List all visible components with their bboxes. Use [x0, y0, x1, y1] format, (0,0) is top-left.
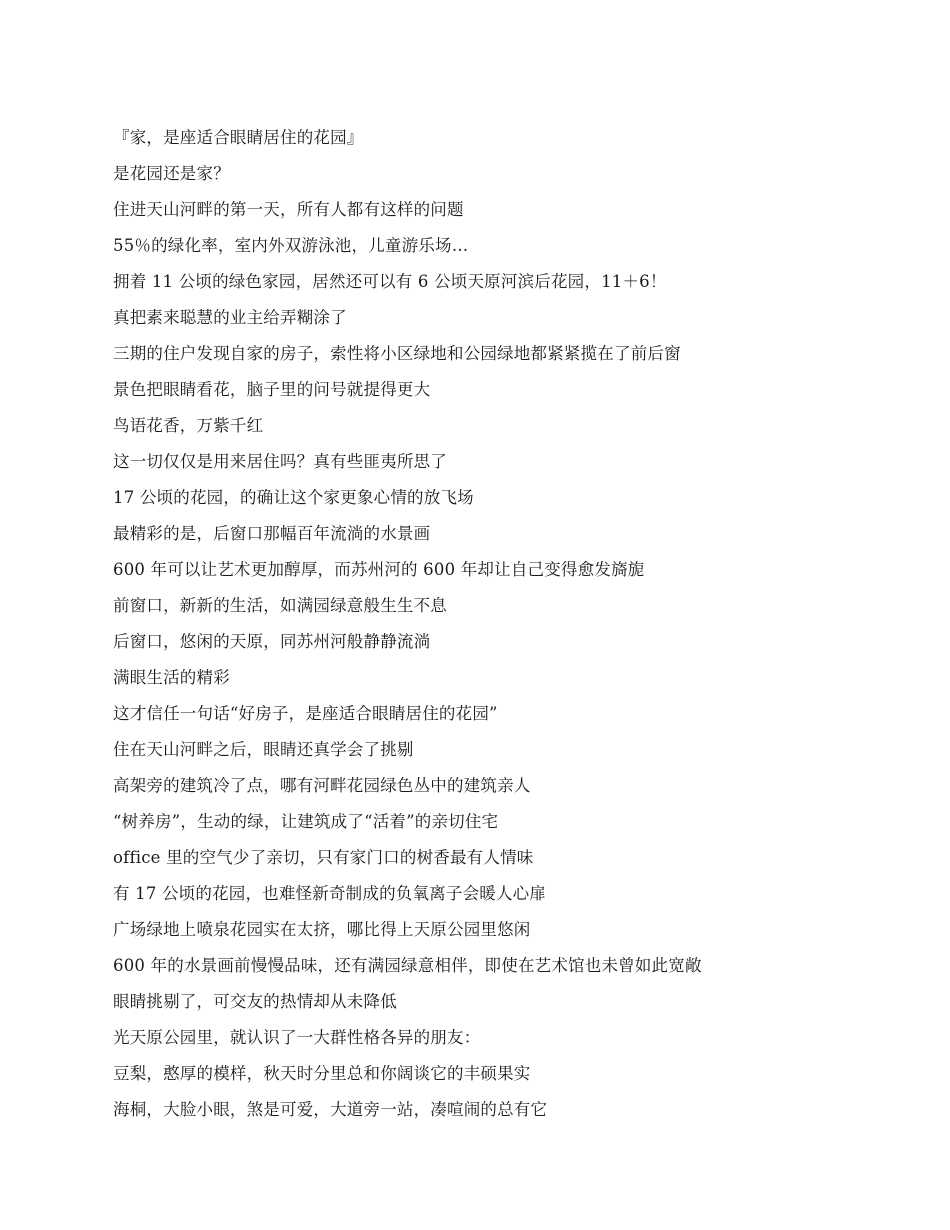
- text-line-title: 『家，是座适合眼睛居住的花园』: [113, 128, 364, 147]
- text-line: 鸟语花香，万紫千红: [113, 416, 264, 435]
- text-line: 后窗口，悠闲的天原，同苏州河般静静流淌: [113, 632, 431, 651]
- text-line: 最精彩的是，后窗口那幅百年流淌的水景画: [113, 524, 431, 543]
- text-line: 这一切仅仅是用来居住吗？真有些匪夷所思了: [113, 452, 447, 471]
- text-line: 眼睛挑剔了，可交友的热情却从未降低: [113, 992, 397, 1011]
- text-line: 三期的住户发现自家的房子，索性将小区绿地和公园绿地都紧紧揽在了前后窗: [113, 344, 681, 363]
- text-line: 满眼生活的精彩: [113, 668, 230, 687]
- text-line: 是花园还是家？: [113, 164, 230, 183]
- text-line: “树养房”，生动的绿，让建筑成了“活着”的亲切住宅: [113, 812, 499, 831]
- text-line: 55％的绿化率，室内外双游泳池，儿童游乐场…: [113, 236, 469, 255]
- text-line: 光天原公园里，就认识了一大群性格各异的朋友：: [113, 1028, 481, 1047]
- text-line: 17 公顷的花园，的确让这个家更象心情的放飞场: [113, 488, 474, 507]
- text-line: 广场绿地上喷泉花园实在太挤，哪比得上天原公园里悠闲: [113, 920, 531, 939]
- text-line: 住进天山河畔的第一天，所有人都有这样的问题: [113, 200, 464, 219]
- text-line: 海桐，大脸小眼，煞是可爱，大道旁一站，凑喧闹的总有它: [113, 1100, 548, 1119]
- text-line: 前窗口，新新的生活，如满园绿意般生生不息: [113, 596, 447, 615]
- text-line: 有 17 公顷的花园，也难怪新奇制成的负氧离子会暖人心扉: [113, 884, 547, 903]
- text-line: 拥着 11 公顷的绿色家园，居然还可以有 6 公顷天原河滨后花园，11＋6！: [113, 272, 667, 291]
- text-line: 住在天山河畔之后，眼睛还真学会了挑剔: [113, 740, 414, 759]
- text-line: 景色把眼睛看花，脑子里的问号就提得更大: [113, 380, 431, 399]
- text-line: 真把素来聪慧的业主给弄糊涂了: [113, 308, 347, 327]
- text-line: 600 年可以让艺术更加醇厚，而苏州河的 600 年却让自己变得愈发旖旎: [113, 560, 645, 579]
- text-line: 这才信任一句话“好房子，是座适合眼睛居住的花园”: [113, 704, 498, 723]
- text-body: [113, 124, 913, 1132]
- text-line: office 里的空气少了亲切，只有家门口的树香最有人情味: [113, 848, 534, 867]
- text-line: 高架旁的建筑冷了点，哪有河畔花园绿色丛中的建筑亲人: [113, 776, 531, 795]
- text-line: 豆梨，憨厚的模样，秋天时分里总和你阔谈它的丰硕果实: [113, 1064, 531, 1083]
- text-line: 600 年的水景画前慢慢品味，还有满园绿意相伴，即使在艺术馆也未曾如此宽敞: [113, 956, 702, 975]
